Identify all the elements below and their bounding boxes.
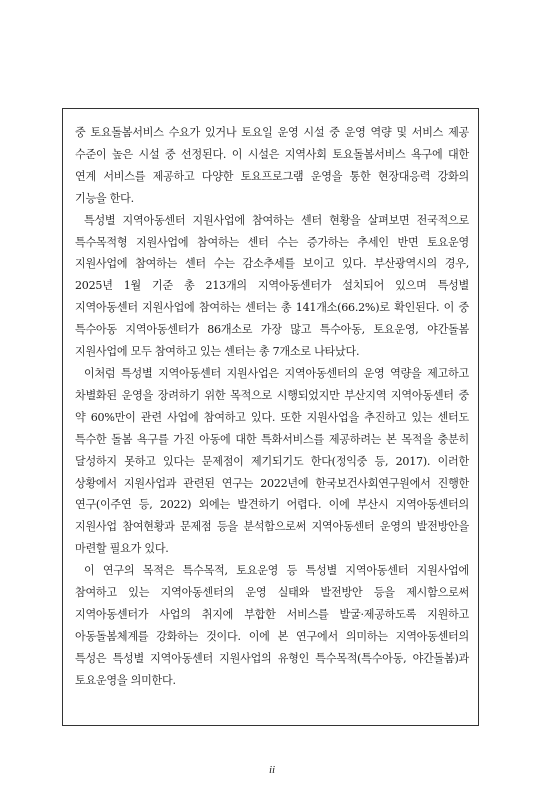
paragraph-1: 중 토요돌봄서비스 수요가 있거나 토요일 운영 시설 중 운영 역량 및 서비스 제공 수준이 높은 시설 중 선정된다. 이 시설은 지역사회 토요돌봄서비스 욕구에 대한 연계 서비스를 제공하고 다양한 토요프로그램 운영을 통한 현장대응력 강화의 기능을 한다. [75,126,469,205]
paragraph-4: 이 연구의 목적은 특수목적, 토요운영 등 특성별 지역아동센터 지원사업에 참여하고 있는 지역아동센터의 운영 실태와 발전방안 등을 제시함으로써 지역아동센터가 사업의 취지에 부합한 서비스를 발굴·제공하도록 지원하고 아동돌봄체계를 강화하는 것이다. 이에 본 연구에서 의미하는 지역아동센터의 특성은 특성별 지역아동센터 지원사업의 유형인 특수목적(특수아동, 야간돌봄)과 토요운영을 의미한다. [75,564,469,687]
paragraph-3: 이처럼 특성별 지역아동센터 지원사업은 지역아동센터의 운영 역량을 제고하고 차별화된 운영을 장려하기 위한 목적으로 시행되었지만 부산지역 지역아동센터 중 약 60%만이 관련 사업에 참여하고 있다. 또한 지원사업을 추진하고 있는 센터도 특수한 돌봄 욕구를 가진 아동에 대한 특화서비스를 제공하려는 본 목적을 충분히 달성하지 못하고 있다는 문제점이 제기되기도 한다(정익중 등, 2017). 이러한 상황에서 지원사업과 관련된 연구는 2022년에 한국보건사회연구원에서 진행한 연구(이주연 등, 2022) 외에는 발견하기 어렵다. 이에 부산시 지역아동센터의 지원사업 참여현황과 문제점 등을 분석함으로써 지역아동센터 운영의 발전방안을 마련할 필요가 있다. [75,366,469,556]
summary-text-box [62,108,479,726]
page-number: ii [268,764,276,776]
paragraph-2: 특성별 지역아동센터 지원사업에 참여하는 센터 현황을 살펴보면 전국적으로 특수목적형 지원사업에 참여하는 센터 수는 증가하는 추세인 반면 토요운영 지원사업에 참여하는 센터 수는 감소추세를 보이고 있다. 부산광역시의 경우, 2025년 1월 기준 총 213개의 지역아동센터가 설치되어 있으며 특성별 지역아동센터 지원사업에 참여하는 센터는 총 141개소(66.2%)로 확인된다. 이 중 특수아동 지역아동센터가 86개소로 가장 많고 특수아동, 토요운영, 야간돌봄 지원사업에 모두 참여하고 있는 센터는 총 7개소로 나타났다. [75,213,469,359]
